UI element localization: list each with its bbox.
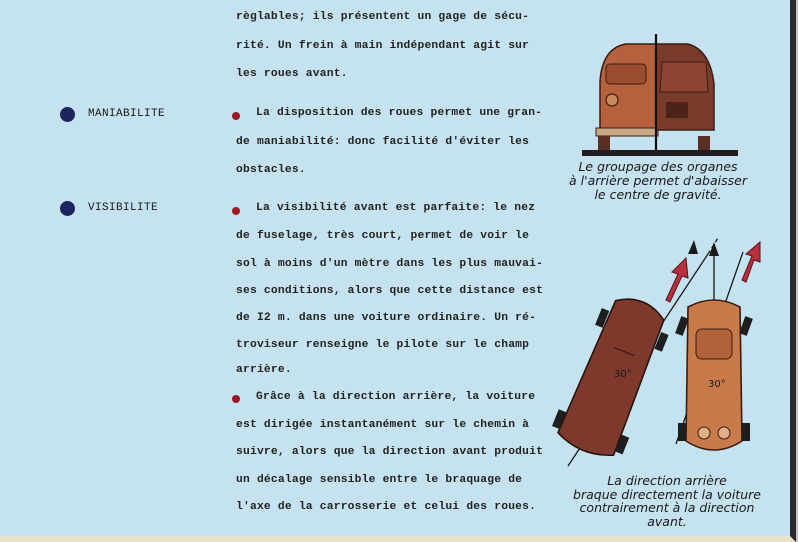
arrow-head — [709, 242, 719, 256]
caption-bottom-line: La direction arrière — [607, 473, 727, 488]
section-bullet-maniabilite — [60, 107, 75, 122]
text-line: rité. Un frein à main indépendant agit sur — [236, 40, 530, 52]
caption-bottom-line: braque directement la voiture — [573, 486, 761, 502]
caption-bottom-line: contrairement à la direction — [579, 500, 755, 515]
paragraph-bullet — [232, 395, 240, 403]
caption-top-line: à l'arrière permet d'abaisser — [569, 173, 747, 188]
arrow-head — [688, 240, 698, 254]
text-line: arrière. — [236, 364, 292, 376]
steering-diagram — [548, 234, 778, 474]
caption-bottom — [554, 474, 780, 528]
text-line: sol à moins d'un mètre dans les plus mauvai- — [236, 258, 544, 270]
text-line: règlables; ils présentent un gage de sécu- — [236, 11, 530, 23]
text-line: de I2 m. dans une voiture ordinaire. Un ré- — [236, 312, 537, 324]
text-line: un décalage sensible entre le braquage de — [236, 474, 523, 486]
car-light-top-view — [675, 300, 753, 450]
section-bullet-visibilite — [60, 201, 75, 216]
text-line: de fuselage, très court, permet de voir le — [236, 230, 530, 242]
text-line: les roues avant. — [236, 68, 348, 80]
text-line: ses conditions, alors que cette distance est — [236, 285, 544, 297]
section-label-maniabilite: MANIABILITE — [88, 108, 166, 120]
red-arrow — [742, 242, 760, 282]
text-line: troviseur renseigne le pilote sur le champ — [236, 339, 530, 351]
paragraph-bullet — [232, 207, 240, 215]
angle-label: 30° — [708, 379, 726, 390]
text-line: obstacles. — [236, 164, 306, 176]
car-body-left — [596, 44, 658, 150]
text-line: Grâce à la direction arrière, la voiture — [256, 391, 536, 403]
ground-bar — [582, 150, 738, 156]
text-line: l'axe de la carrosserie et celui des roues. — [236, 501, 537, 513]
caption-top — [556, 160, 760, 202]
red-arrow — [666, 258, 688, 302]
caption-top-line: le centre de gravité. — [594, 187, 722, 202]
car-rear-illustration — [576, 32, 746, 162]
text-line: suivre, alors que la direction avant produit — [236, 446, 544, 458]
caption-top-line: Le groupage des organes — [578, 159, 738, 174]
section-label-visibilite: VISIBILITE — [88, 202, 159, 214]
text-line: La visibilité avant est parfaite: le nez — [256, 202, 536, 214]
text-line: de maniabilité: donc facilité d'éviter les — [236, 136, 530, 148]
caption-bottom-line: avant. — [647, 513, 687, 529]
text-line: est dirigée instantanément sur le chemin à — [236, 419, 530, 431]
paragraph-bullet — [232, 112, 240, 120]
car-body-right-cutaway — [656, 44, 714, 150]
angle-label: 30° — [614, 369, 632, 380]
text-line: La disposition des roues permet une gran- — [256, 107, 543, 119]
